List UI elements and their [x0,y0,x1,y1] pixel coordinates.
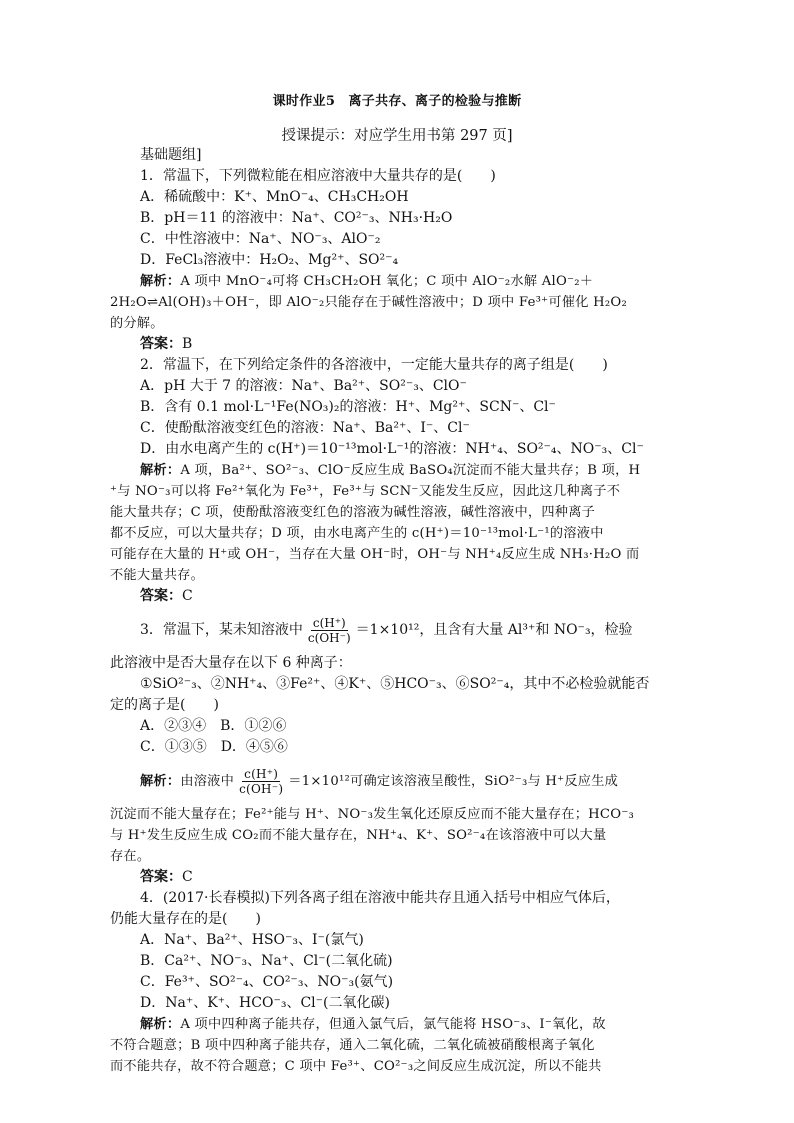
explanation-text: 由溶液中 [180,773,235,789]
ratio-fraction [237,767,285,796]
explanation-text: A 项，Ba²⁺、SO²⁻₃、ClO⁻反应生成 BaSO₄沉淀而不能大量共存；B 项，H [180,463,641,478]
q1-explanation-line: 2H₂O⇌Al(OH)₃＋OH⁻，即 AlO⁻₂只能存在于碱性溶液中；D 项中 Fe³⁺可催化 H₂O₂ [110,295,628,310]
answer-value: B [182,336,193,352]
fraction-numerator: c(H⁺) [312,615,346,630]
q4-option-a: A．Na⁺、Ba²⁺、HSO⁻₃、I⁻(氯气) [140,932,364,948]
q3-answer [110,867,682,888]
q2-stem: 2．常温下，在下列给定条件的各溶液中，一定能大量共存的离子组是( ) [140,357,608,373]
q4-option-c: C．Fe³⁺、SO²⁻₄、CO²⁻₃、NO⁻₃(氨气) [140,974,394,990]
q2-explanation-line [110,460,682,481]
content-body [110,145,682,1077]
q3-options-row: C．①③⑤ D．④⑤⑥ [140,739,288,755]
q2-explanation-line: 可能存在大量的 H⁺或 OH⁻，当存在大量 OH⁻时，OH⁻与 NH⁺₄反应生成 NH₃·H₂O 而 [110,547,640,562]
explanation-label: 解析： [140,773,181,789]
answer-label: 答案： [140,869,182,885]
q3-stem-text: ＝1×10¹²，且含有大量 Al³⁺和 NO⁻₃，检验 [355,621,633,638]
page-title: 课时作业5 离子共存、离子的检验与推断 [272,94,522,109]
q2-answer [110,586,682,607]
q2-option-c: C．使酚酞溶液变红色的溶液：Na⁺、Ba²⁺、I⁻、Cl⁻ [140,420,470,436]
q4-explanation-line: 不符合题意；B 项中四种离子能共存，通入二氧化硫，二氧化硫被硝酸根离子氧化 [110,1038,595,1053]
q1-option-a: A．稀硫酸中：K⁺、MnO⁻₄、CH₃CH₂OH [140,189,409,205]
q1-explanation-line [110,271,682,292]
explanation-text: ＝1×10¹²可确定该溶液呈酸性，SiO²⁻₃与 H⁺反应生成 [288,773,619,789]
q2-explanation-line: 能大量共存；C 项，使酚酞溶液变红色的溶液为碱性溶液，碱性溶液中，四种离子 [110,505,596,520]
q1-option-c: C．中性溶液中：Na⁺、NO⁻₃、AlO⁻₂ [140,231,381,247]
q2-explanation-line: 都不反应，可以大量共存；D 项，由水电离产生的 c(H⁺)＝10⁻¹³mol·L⁻¹的溶液中 [110,526,604,541]
q4-option-b: B．Ca²⁺、NO⁻₃、Na⁺、Cl⁻(二氧化硫) [140,953,393,969]
q1-answer [110,334,682,355]
explanation-label: 解析： [140,1017,181,1032]
q1-option-b: B．pH＝11 的溶液中：Na⁺、CO²⁻₃、NH₃·H₂O [140,210,453,226]
q4-explanation-line [110,1014,682,1035]
fraction-numerator: c(H⁺) [244,766,279,781]
answer-label: 答案： [140,588,182,604]
q3-stem-line: ①SiO²⁻₃、②NH⁺₄、③Fe²⁺、④K⁺、⑤HCO⁻₃、⑥SO²⁻₄，其中不必检验就能否 [140,676,650,692]
q1-explanation-line: 的分解。 [110,316,164,331]
explanation-text: A 项中四种离子能共存，但通入氯气后，氯气能将 HSO⁻₃、I⁻氧化，故 [180,1017,606,1032]
explanation-label: 解析： [140,274,181,289]
q4-stem: 4．(2017·长春模拟)下列各离子组在溶液中能共存且通入括号中相应气体后， [140,890,620,906]
q2-option-d: D．由水电离产生的 c(H⁺)＝10⁻¹³mol·L⁻¹的溶液：NH⁺₄、SO²⁻₄、NO⁻₃、Cl⁻ [140,441,644,457]
q3-explanation-line: 与 H⁺发生反应生成 CO₂而不能大量存在，NH⁺₄、K⁺、SO²⁻₄在该溶液中可以大量 [110,828,607,843]
explanation-label: 解析： [140,463,181,478]
q2-explanation-line: ⁺与 NO⁻₃可以将 Fe²⁺氧化为 Fe³⁺，Fe³⁺与 SCN⁻又能发生反应，因此这几种离子不 [110,484,621,499]
q3-stem [110,607,682,653]
explanation-text: A 项中 MnO⁻₄可将 CH₃CH₂OH 氧化；C 项中 AlO⁻₂水解 AlO⁻₂＋ [180,274,594,289]
fraction-denominator: c(OH⁻) [307,630,351,645]
fraction-denominator: c(OH⁻) [239,781,284,796]
q2-option-a: A．pH 大于 7 的溶液：Na⁺、Ba²⁺、SO²⁻₃、ClO⁻ [140,378,467,394]
q3-stem-line: 此溶液中是否大量存在以下 6 种离子： [110,655,352,671]
q4-explanation-line: 而不能共存，故不符合题意；C 项中 Fe³⁺、CO²⁻₃之间反应生成沉淀，所以不能共 [110,1059,602,1074]
q4-option-d: D．Na⁺、K⁺、HCO⁻₃、Cl⁻(二氧化碳) [140,995,390,1011]
answer-value: C [182,588,193,604]
q2-explanation-line: 不能大量共存。 [110,568,205,583]
q3-explanation-line [110,758,682,804]
q3-explanation-line: 沉淀而不能大量存在；Fe²⁺能与 H⁺、NO⁻₃发生氧化还原反应而不能大量存在；HCO⁻₃ [110,807,635,822]
q3-explanation-line: 存在。 [110,849,151,864]
answer-value: C [182,869,193,885]
ratio-fraction [306,616,353,645]
group-heading: 基础题组] [140,147,202,163]
q1-option-d: D．FeCl₃溶液中：H₂O₂、Mg²⁺、SO²⁻₄ [140,252,399,268]
q2-option-b: B．含有 0.1 mol·L⁻¹Fe(NO₃)₂的溶液：H⁺、Mg²⁺、SCN⁻、Cl⁻ [140,399,556,415]
teaching-hint: 授课提示：对应学生用书第 297 页] [281,128,513,144]
q3-options-row: A．②③④ B．①②⑥ [140,718,287,734]
answer-label: 答案： [140,336,182,352]
q3-stem-text: 3．常温下，某未知溶液中 [140,621,303,638]
q1-stem: 1．常温下，下列微粒能在相应溶液中大量共存的是( ) [140,168,496,184]
q3-stem-line: 定的离子是( ) [110,697,219,713]
q4-stem-line: 仍能大量存在的是( ) [110,911,261,927]
